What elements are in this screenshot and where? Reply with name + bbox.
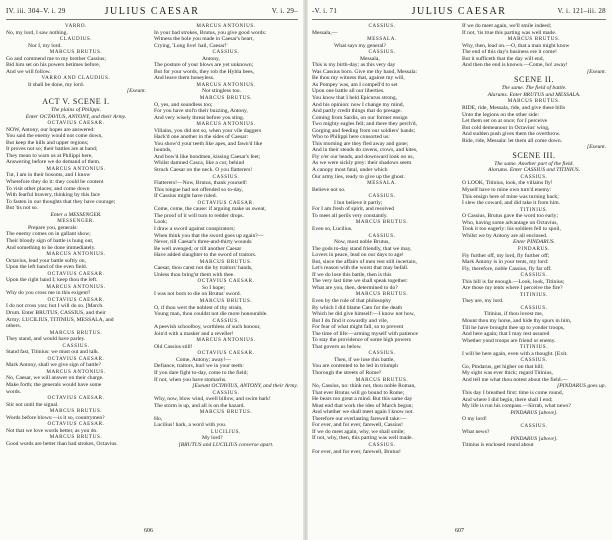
verse-line: Let's reason with the worst that may befall.: [312, 265, 409, 272]
verse-line: Flatterers!—Now, Brutus, thank yourself:: [154, 180, 248, 187]
verse-line: Who to Philippi here consorted us:: [312, 134, 390, 141]
verse-line: If not, why, then, this parting was well made.: [312, 435, 413, 442]
verse-line: What says my general?: [334, 42, 387, 49]
verse-line: Titinius, if thou lovest me,: [484, 311, 544, 318]
verse-line: In your bad strokes, Brutus, you give good words:: [154, 29, 267, 36]
speaker-name: CASSIUS.: [212, 317, 240, 324]
verse-line: He bears too great a mind. But this same day: [312, 396, 413, 403]
verse-line: And tell me what thou notest about the field.—: [462, 376, 568, 383]
verse-line: RIDE, ride, Messala, ride, and give these bills: [462, 105, 565, 112]
speaker-name: CASSIUS.: [212, 173, 240, 180]
speaker-name: OCTAVIUS CAESAR.: [47, 355, 105, 362]
verse-line: Then, if we lose this battle,: [334, 356, 395, 363]
verse-line: This day I breathed first: time is come round,: [462, 389, 564, 396]
stage-direction: [BRUTUS and LUCILIUS converse apart.: [178, 442, 274, 448]
verse-line: You said the enemy would not come down,: [6, 133, 103, 140]
verse-line: For fear of what might fall, so to prevent: [312, 324, 404, 331]
stage-direction: Enter a MESSENGER.: [50, 211, 102, 218]
verse-line: Go, Pindarus, get higher on that hill;: [462, 363, 544, 370]
verse-line: Messala,—: [312, 29, 338, 36]
speaker-name: MARCUS BRUTUS.: [49, 408, 103, 415]
verse-line: But it sufficeth that the day will end,: [462, 55, 544, 62]
scene-heading: ACT V. SCENE I.: [42, 97, 110, 107]
verse-line: Let them set on at once; for I perceive: [462, 118, 548, 125]
speaker-name: CASSIUS.: [368, 442, 396, 448]
verse-line: Now, most noble Brutus,: [334, 239, 390, 246]
verse-line: Mark Antony, shall we give sign of battle?: [6, 362, 102, 369]
verse-line: I do not cross you; but I will do so. [March.: [6, 303, 104, 310]
speaker-name: MESSENGER.: [57, 218, 95, 225]
verse-line: hounds,: [154, 147, 172, 154]
verse-line: It proves not so; their battles are at hand;: [6, 146, 98, 153]
verse-line: For I am fresh of spirit, and resolved: [312, 206, 395, 213]
verse-line: Lucilius! hark, a word with you.: [154, 422, 227, 429]
verse-line: Army; LUCILIUS, TITINIUS, MESSALA, and: [6, 316, 114, 323]
speaker-name: PINDARUS.: [517, 245, 551, 252]
speaker-name: MARCUS BRUTUS.: [355, 219, 409, 226]
verse-line: Villains, you did not so, when your vile daggers: [154, 127, 262, 134]
verse-line: Myself have to mine own turn'd enemy:: [462, 187, 552, 194]
verse-line: The posture of your blows are yet unknown;: [154, 62, 254, 69]
verse-line: Octavius, lead your battle softly on,: [6, 257, 87, 264]
verse-line: Upon the left hand of the even field.: [6, 264, 88, 271]
speaker-name: VARRO AND CLAUDIUS.: [41, 75, 111, 82]
speaker-name: CASSIUS.: [520, 304, 548, 311]
speaker-name: OCTAVIUS CAESAR.: [197, 199, 255, 206]
verse-line: As Pompey was, am I compell'd to set: [312, 81, 398, 88]
speaker-name: CASSIUS.: [520, 422, 548, 429]
verse-line: Even by the rule of that philosophy: [312, 297, 391, 304]
verse-line: To visit other places; and come down: [6, 185, 90, 192]
speaker-name: MARCUS ANTONIUS.: [46, 165, 106, 172]
stage-direction: [Exeunt OCTAVIUS, ANTONY, and their Army.: [192, 383, 298, 390]
speaker-name: CASSIUS.: [520, 173, 548, 180]
verse-line: Believe not so.: [312, 186, 346, 193]
verse-line: But 'tis not so.: [6, 205, 39, 212]
verse-line: Wherefore they do it: they could be content: [6, 179, 104, 186]
verse-line: I was not born to die on Brutus' sword.: [154, 291, 241, 298]
verse-line: And leave them honeyless.: [154, 75, 215, 82]
verse-line: Whilst we by Antony are all enclosed.: [462, 232, 548, 239]
verse-line: O my lord!: [462, 416, 487, 423]
verse-line: NOW, Antony, our hopes are answered:: [6, 126, 95, 133]
verse-line: Stand fast, Titinius: we must out and talk.: [6, 349, 100, 356]
right-page-number: 607: [455, 528, 464, 534]
verse-line: This hill is far enough.—Look, look, Titinius;: [462, 278, 565, 285]
speaker-name: OCTAVIUS CAESAR.: [47, 120, 105, 127]
speaker-name: OCTAVIUS CAESAR.: [47, 296, 105, 303]
verse-line: Words before blows:—is it so, countrymen?: [6, 414, 105, 421]
verse-line: But, since the affairs of men rest still incertain,: [312, 258, 417, 265]
verse-line: And partly credit things that do presage.: [312, 108, 402, 115]
verse-line: And where I did begin, there shall I end;: [462, 396, 553, 403]
verse-line: Unto the legions on the other side:: [462, 111, 540, 118]
verse-line: And here again; that I may rest assured: [462, 331, 550, 338]
verse-line: A canopy most fatal, under which: [312, 167, 388, 174]
verse-line: With fearful bravery, thinking by this face: [6, 192, 101, 199]
speaker-name: CASSIUS.: [368, 49, 396, 56]
stage-direction: Alarums. Enter BRUTUS and MESSALA.: [487, 91, 581, 98]
verse-line: Was Cassius born. Give me thy hand, Messala:: [312, 68, 418, 75]
verse-line: Caesar, thou canst not die by traitors' hands,: [154, 265, 253, 272]
verse-line: Two mighty eagles fell; and there they perch'd,: [312, 121, 417, 128]
verse-line: And then the end is known.—Come, ho! away!: [462, 62, 568, 69]
verse-line: And something to be done immediately.: [6, 244, 96, 251]
verse-line: You are contented to be led in triumph: [312, 363, 398, 370]
verse-line: Mark Antony is in your tents, my lord:: [462, 259, 549, 266]
verse-line: Come, come, the cause: if arguing make us sweat,: [154, 206, 266, 213]
stage-direction: The plains of Philippi.: [50, 107, 102, 114]
left-header-reference: IV. iii. 304–V. i. 29: [6, 7, 66, 15]
left-header-title: JULIUS CAESAR: [104, 6, 200, 17]
speaker-name: OCTAVIUS CAESAR.: [197, 350, 255, 357]
book-gutter: [303, 0, 308, 540]
speaker-name: MESSALA.: [367, 36, 397, 43]
verse-line: To meet all perils very constantly.: [312, 212, 388, 219]
verse-line: But for your words, they rob the Hybla bees,: [154, 68, 255, 75]
verse-line: The gods to-day stand friendly, that we may,: [312, 245, 412, 252]
verse-line: My life is run his compass.—Sirrah, what news?: [462, 403, 571, 410]
verse-line: Good words are better than bad strokes, Octavius.: [6, 440, 118, 447]
verse-line: Are those my tents where I perceive the fire?: [462, 285, 563, 292]
left-running-header: [6, 6, 298, 20]
verse-line: Messala,: [360, 55, 380, 62]
verse-line: I draw a sword against conspirators;: [154, 225, 235, 232]
verse-line: Took it too eagerly: his soldiers fell to spoil,: [462, 226, 561, 233]
verse-line: That ever Brutus will go bound to Rome;: [312, 389, 405, 396]
verse-line: Make forth; the generals would have some: [6, 381, 102, 388]
verse-line: If not, 'tis true this parting was well made.: [462, 29, 557, 36]
speaker-name: CASSIUS.: [212, 389, 240, 396]
verse-line: The end of this day's business ere it come!: [462, 49, 557, 56]
verse-line: To fasten in our thoughts that they have courage;: [6, 198, 116, 205]
right-header-rule: [312, 19, 606, 20]
left-page: [4, 4, 300, 536]
verse-line: And bow'd like bondmen, kissing Caesar's feet;: [154, 153, 261, 160]
stage-direction: The same. Another part of the field.: [494, 160, 574, 167]
verse-line: My sight was ever thick; regard Titinius,: [462, 370, 553, 377]
verse-line: It shall be done, my lord.: [28, 81, 85, 88]
verse-line: Upon one battle all our liberties.: [312, 88, 385, 95]
speaker-name: OCTAVIUS CAESAR.: [47, 270, 105, 277]
speaker-name: MARCUS ANTONIUS.: [46, 251, 106, 258]
stage-direction: Alarums. Enter CASSIUS and TITINIUS.: [488, 167, 580, 174]
verse-line: And his opinion: now I change my mind,: [312, 101, 404, 108]
verse-line: Crying, 'Long live! hail, Caesar!': [154, 42, 228, 49]
verse-line: Defiance, traitors, hurl we in your teeth:: [154, 363, 244, 370]
verse-line: To stay the providence of some high powers: [312, 337, 411, 344]
verse-line: others.: [6, 323, 22, 330]
speaker-name: MARCUS BRUTUS.: [199, 258, 253, 265]
verse-line: Tut, I am in their bosoms, and I know: [6, 172, 91, 179]
verse-line: Which he did give himself:—I know not how,: [312, 311, 415, 318]
verse-line: Look;: [154, 219, 168, 226]
verse-line: If we do lose this battle, then is this: [312, 271, 392, 278]
verse-line: Bid him set on his powers betimes before,: [6, 62, 101, 69]
verse-line: Witness the hole you made in Caesar's heart,: [154, 36, 254, 43]
verse-line: Prepare you, generals:: [28, 224, 78, 231]
verse-line: The enemy comes on in gallant show;: [6, 231, 91, 238]
right-running-header: [312, 6, 606, 20]
verse-line: Be well avenged; or till another Caesar: [154, 245, 242, 252]
speaker-name: MARCUS ANTONIUS.: [196, 337, 256, 344]
verse-line: And in their steads do ravens, crows, and kites,: [312, 147, 418, 154]
verse-line: Ho,: [154, 415, 163, 422]
right-page-column-2: [462, 23, 606, 524]
stage-direction: Enter PINDARUS.: [513, 239, 555, 246]
verse-line: Who, having some advantage on Octavius,: [462, 219, 558, 226]
right-page-column-1: [312, 23, 452, 524]
stage-direction: [Exeunt.: [586, 68, 606, 75]
scene-heading: SCENE II.: [513, 75, 555, 85]
verse-line: No, Caesar, we will answer on their charge.: [6, 375, 104, 382]
verse-line: The very last time we shall speak together:: [312, 278, 408, 285]
verse-line: This ensign here of mine was turning back;: [462, 193, 559, 200]
left-header-reference-end: V. i. 29–: [271, 7, 298, 15]
verse-line: This is my birth-day; as this very day: [312, 62, 396, 69]
speaker-name: MARCUS BRUTUS.: [355, 291, 409, 298]
stage-direction: [PINDARUS goes up.: [557, 383, 606, 390]
stage-direction: PINDARUS [above].: [510, 435, 558, 442]
stage-direction: The same. The field of battle.: [501, 85, 567, 92]
verse-line: Come, Antony; away!—: [176, 356, 231, 363]
speaker-name: MARCUS ANTONIUS.: [46, 368, 106, 375]
speaker-name: MARCUS ANTONIUS.: [196, 121, 256, 128]
verse-line: A peevish schoolboy, worthless of such honour,: [154, 324, 261, 331]
speaker-name: MARCUS BRUTUS.: [199, 297, 253, 304]
verse-line: This morning are they fled away and gone;: [312, 140, 409, 147]
verse-line: The storm is up, and all is on the hazard.: [154, 402, 245, 409]
verse-line: Join'd with a masker and a reveller!: [154, 330, 234, 337]
left-page-column-1: [6, 23, 146, 524]
verse-line: Must end that work the ides of March begun;: [312, 402, 413, 409]
verse-line: Fly, therefore, noble Cassius, fly far off.: [462, 265, 552, 272]
speaker-name: CASSIUS.: [62, 342, 90, 349]
verse-line: Titinius is enclosed round about: [462, 442, 534, 449]
verse-line: What news?: [462, 429, 490, 436]
verse-line: But cold demeanour in Octavius' wing,: [462, 124, 550, 131]
verse-line: words.: [6, 388, 22, 395]
verse-line: Old Cassius still!: [154, 343, 193, 350]
speaker-name: CLAUDIUS.: [59, 36, 93, 43]
verse-line: O, if thou wert the noblest of thy strain,: [154, 304, 243, 311]
speaker-name: MARCUS BRUTUS.: [199, 95, 253, 102]
verse-line: This tongue had not offended so to-day,: [154, 186, 243, 193]
verse-line: Fly further off, my lord, fly further off;: [462, 252, 550, 259]
verse-line: O, yes, and soundless too;: [154, 101, 213, 108]
verse-line: The proof of it will turn to redder drops.: [154, 212, 244, 219]
verse-line: And we will follow.: [6, 68, 51, 75]
verse-line: Whether yond troops are friend or enemy.: [462, 337, 556, 344]
verse-line: You show'd your teeth like apes, and fawn'd like: [154, 140, 263, 147]
stage-direction: Enter OCTAVIUS, ANTONY, and their Army.: [25, 113, 127, 120]
verse-line: Not that we love words better, as you do.: [6, 427, 98, 434]
verse-line: Go and commend me to my brother Cassius;: [6, 55, 106, 62]
verse-line: I will be here again, even with a thought. [Exit.: [462, 350, 568, 357]
verse-line: My lord?: [202, 435, 223, 442]
speaker-name: CASSIUS.: [368, 193, 396, 200]
verse-line: But keep the hills and upper regions;: [6, 139, 89, 146]
verse-line: And very wisely threat before you sting.: [154, 114, 245, 121]
verse-line: Mount thou my horse, and hide thy spurs in him,: [462, 317, 572, 324]
verse-line: Why, then, lead on.—O, that a man might know: [462, 42, 570, 49]
verse-line: Have added slaughter to the sword of traitors.: [154, 252, 257, 259]
speaker-name: TITINIUS.: [519, 344, 549, 351]
speaker-name: MARCUS BRUTUS.: [507, 36, 561, 43]
verse-line: They mean to warn us at Philippi here,: [6, 152, 93, 159]
right-header-reference-start: -V. i. 71: [312, 7, 338, 15]
left-page-number: 606: [144, 528, 153, 534]
right-page: [310, 4, 608, 536]
verse-line: O LOOK, Titinius, look, the villains fly!: [462, 180, 553, 187]
verse-line: If we do meet again, why, we shall smile;: [312, 428, 405, 435]
scene-heading: SCENE III.: [512, 150, 556, 160]
verse-line: They stand, and would have parley.: [6, 336, 86, 343]
speaker-name: MARCUS BRUTUS.: [49, 329, 103, 336]
verse-line: That govern us below.: [312, 343, 362, 350]
verse-line: Coming from Sardis, on our former ensign: [312, 114, 408, 121]
verse-line: O Cassius, Brutus gave the word too early;: [462, 213, 559, 220]
speaker-name: CASSIUS.: [212, 49, 240, 56]
verse-line: By which I did blame Cato for the death: [312, 304, 403, 311]
verse-line: Nor I, my lord.: [28, 42, 62, 49]
verse-line: And whether we shall meet again I know not.: [312, 409, 414, 416]
verse-line: And sudden push gives them the overthrow.: [462, 131, 561, 138]
verse-line: Drum. Enter BRUTUS, CASSIUS, and their: [6, 309, 106, 316]
verse-line: So I hope;: [202, 284, 225, 291]
stage-direction: [Exeunt.: [586, 144, 606, 151]
speaker-name: CASSIUS.: [520, 272, 548, 279]
verse-line: Till he have brought thee up to yonder troops,: [462, 324, 565, 331]
speaker-name: OCTAVIUS CAESAR.: [47, 421, 105, 428]
verse-line: Answering before we do demand of them.: [6, 159, 101, 166]
verse-line: Fly o'er our heads, and downward look on us,: [312, 153, 414, 160]
speaker-name: OCTAVIUS CAESAR.: [197, 278, 255, 285]
left-page-column-2: [154, 23, 298, 524]
verse-line: Gorging and feeding from our soldiers' hands;: [312, 127, 416, 134]
verse-line: Upon the right hand I; keep thou the left.: [6, 277, 98, 284]
speaker-name: MARCUS BRUTUS.: [355, 376, 409, 383]
verse-line: I but believe it partly;: [334, 199, 383, 206]
verse-line: Not stingless too.: [202, 88, 242, 95]
verse-line: Why, now, blow wind, swell billow, and swim bark!: [154, 396, 271, 403]
verse-line: For you have stol'n their buzzing, Antony,: [154, 108, 248, 115]
verse-line: If you dare fight to-day, come to the field;: [154, 369, 248, 376]
verse-line: Ride, ride, Messala: let them all come down.: [462, 137, 563, 144]
verse-line: Unless thou bring'st them with thee.: [154, 271, 235, 278]
speaker-name: CASSIUS.: [368, 232, 396, 239]
speaker-name: TITINIUS.: [519, 291, 549, 298]
verse-line: If we do meet again, we'll smile indeed;: [462, 23, 552, 29]
verse-line: Thorough the streets of Rome?: [312, 369, 382, 376]
verse-line: Our army lies, ready to give up the ghost.: [312, 173, 405, 180]
speaker-name: OCTAVIUS CAESAR.: [47, 395, 105, 402]
verse-line: Whilst damned Casca, like a cur, behind: [154, 160, 245, 167]
speaker-name: MARCUS ANTONIUS.: [196, 23, 256, 29]
speaker-name: MARCUS ANTONIUS.: [46, 283, 106, 290]
verse-line: Be thou my witness that, against my will,: [312, 75, 405, 82]
left-header-rule: [6, 19, 298, 20]
verse-line: No, Cassius, no: think not, thou noble Roman,: [312, 383, 416, 390]
verse-line: I slew the coward, and did take it from him.: [462, 200, 561, 207]
speaker-name: MARCUS BRUTUS.: [49, 434, 103, 441]
verse-line: If Cassius might have ruled.: [154, 193, 217, 200]
speaker-name: MARCUS BRUTUS.: [49, 49, 103, 56]
speaker-name: MESSALA.: [367, 180, 397, 187]
verse-line: Young man, thou couldst not die more honourable.: [154, 311, 268, 318]
verse-line: Therefore our everlasting farewell take:—: [312, 415, 407, 422]
verse-line: Antony,: [202, 55, 220, 62]
speaker-name: MARCUS BRUTUS.: [507, 98, 561, 105]
verse-line: You know that I held Epicurus strong,: [312, 95, 398, 102]
speaker-name: LUCILIUS.: [211, 428, 241, 435]
verse-line: As we were sickly prey: their shadows seem: [312, 160, 412, 167]
verse-line: No, my lord, I saw nothing.: [6, 29, 68, 36]
speaker-name: CASSIUS.: [368, 23, 396, 29]
stage-direction: PINDARUS [above].: [510, 409, 558, 416]
verse-line: Struck Caesar on the neck. O you flatterers!: [154, 167, 253, 174]
speaker-name: VARRO.: [64, 23, 88, 29]
verse-line: If not, when you have stomachs.: [154, 376, 227, 383]
stage-direction: [Exeunt.: [126, 88, 146, 95]
speaker-name: MARCUS BRUTUS.: [199, 409, 253, 416]
verse-line: Why do you cross me in this exigent?: [6, 290, 91, 297]
speaker-name: TITINIUS.: [519, 206, 549, 213]
verse-line: For ever, and for ever, farewell, Brutus!: [312, 448, 401, 455]
verse-line: Lovers in peace, lead on our days to age!: [312, 252, 404, 259]
speaker-name: MARCUS ANTONIUS.: [196, 81, 256, 88]
verse-line: For ever, and for ever, farewell, Cassius!: [312, 422, 404, 429]
speaker-name: CASSIUS.: [368, 350, 396, 357]
verse-line: The time of life:—arming myself with patience: [312, 330, 418, 337]
verse-line: Even so, Lucilius.: [312, 225, 353, 232]
verse-line: Stir not until the signal.: [6, 401, 59, 408]
right-header-reference: V. i. 121–iii. 28: [557, 7, 606, 15]
right-header-title: JULIUS CAESAR: [411, 6, 507, 17]
verse-line: They are, my lord.: [462, 298, 504, 305]
verse-line: What are you, then, determined to do?: [312, 284, 398, 291]
speaker-name: CASSIUS.: [520, 357, 548, 364]
verse-line: Hack'd one another in the sides of Caesar:: [154, 134, 249, 141]
verse-line: Never, till Caesar's three-and-thirty wounds: [154, 239, 252, 246]
verse-line: Their bloody sign of battle is hung out,: [6, 237, 94, 244]
verse-line: But I do find it cowardly and vile,: [312, 317, 389, 324]
verse-line: When think you that the sword goes up again?—: [154, 232, 264, 239]
